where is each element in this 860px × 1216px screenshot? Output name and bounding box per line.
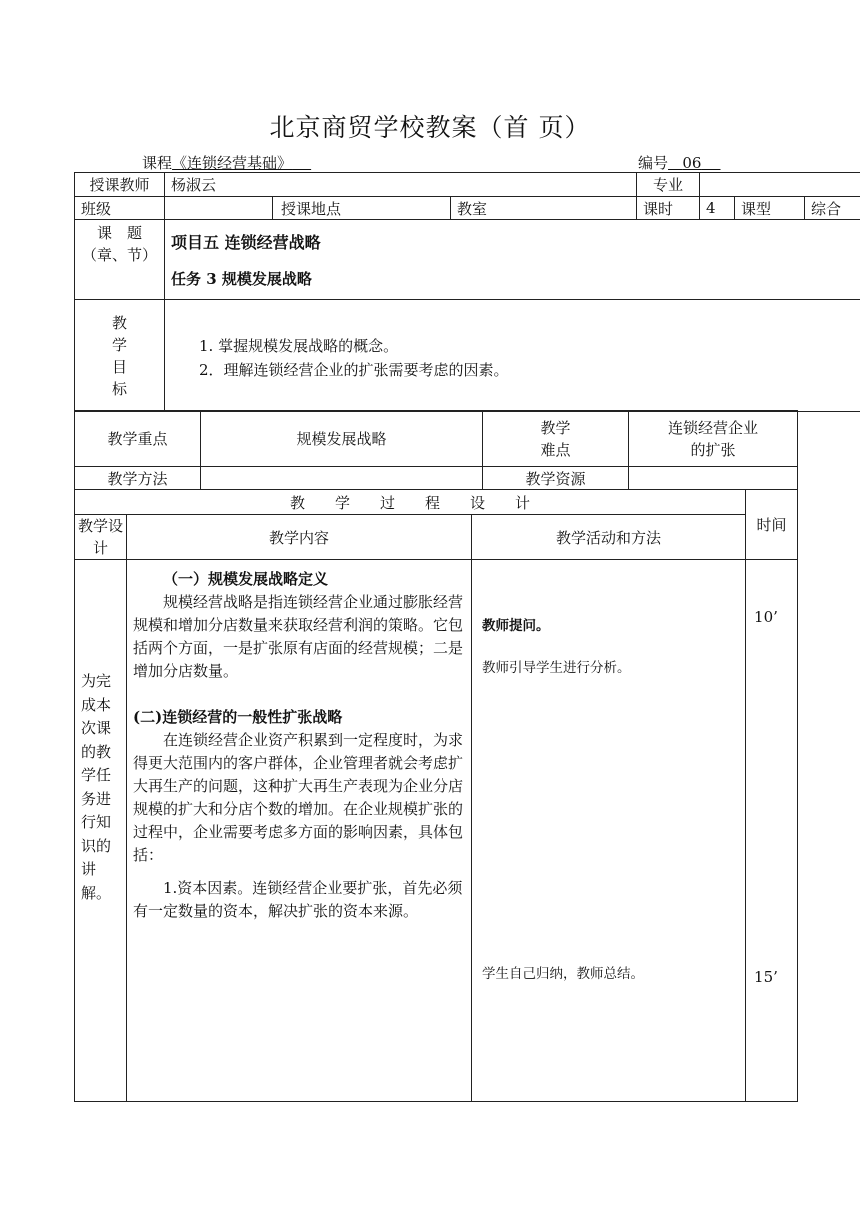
goal-item: 1. 掌握规模发展战略的概念。 [199, 337, 399, 355]
number-label: 编号 [638, 154, 669, 172]
key-value: 规模发展战略 [201, 411, 483, 467]
design-text-line: 学任 [81, 766, 112, 784]
design-text-line: 解。 [81, 883, 112, 902]
resource-value [629, 467, 798, 490]
course-line [142, 152, 311, 173]
topic-label [75, 220, 165, 300]
number-value: 06 [682, 154, 702, 172]
activity-1: 教师提问。 [482, 618, 550, 634]
method-label: 教学方法 [75, 467, 201, 490]
process-section-title: 教 学 过 程 设 计 [75, 490, 746, 515]
difficulty-value-line1: 连锁经营企业 [667, 418, 758, 437]
topic-value [165, 220, 860, 300]
topic-label-line2: （章、节） [81, 246, 157, 264]
activity-cell [472, 560, 746, 1102]
topic-line1: 项目五 连锁经营战略 [171, 233, 321, 252]
goal-label-char: 目 [111, 357, 127, 376]
teacher-value: 杨淑云 [165, 173, 637, 197]
design-text-line: 讲 [81, 860, 97, 878]
goals-cell [165, 300, 860, 412]
content-cell [127, 560, 472, 1102]
goal-label-char: 标 [111, 379, 127, 398]
class-label: 班级 [75, 197, 165, 220]
activity-3: 学生自己归纳，教师总结。 [482, 966, 644, 982]
type-label: 课型 [735, 197, 805, 220]
difficulty-label-line1: 教学 [540, 418, 571, 437]
content-spacer [133, 867, 465, 877]
content-paragraph-1: 规模经营战略是指连锁经营企业通过膨胀经营规模和增加分店数量来获取经营利润的策略。它包括两个方面，一是扩张原有店面的经营规模；二是增加分店数量。 [133, 593, 464, 680]
difficulty-label [483, 411, 629, 467]
design-text-line: 识的 [81, 836, 112, 855]
col-time-header: 时间 [746, 490, 798, 560]
place-value: 教室 [451, 197, 637, 220]
design-text-line: 行知 [81, 813, 112, 831]
goal-label [75, 300, 165, 412]
difficulty-value-line2: 的扩张 [690, 440, 736, 459]
content-heading-2: (二)连锁经营的一般性扩张战略 [133, 708, 343, 726]
activity-2: 教师引导学生进行分析。 [482, 660, 631, 676]
place-label: 授课地点 [273, 197, 451, 220]
design-text-line: 为完 [81, 672, 112, 690]
key-table [74, 410, 798, 490]
col-activity-header: 教学活动和方法 [472, 515, 746, 560]
course-label: 课程 [142, 154, 173, 172]
document-title: 北京商贸学校教案（首 页） [269, 113, 591, 142]
goal-label-char: 学 [111, 335, 127, 354]
major-label: 专业 [637, 173, 700, 197]
topic-label-line1: 课 题 [96, 224, 142, 242]
topic-line2: 任务 3 规模发展战略 [171, 270, 312, 288]
design-cell [75, 560, 127, 1102]
content-paragraph-2: 在连锁经营企业资产积累到一定程度时，为求得更大范围内的客户群体，企业管理者就会考虑扩大再生产的问题，这种扩大再生产表现为企业分店规模的扩大和分店个数的增加。在企业规模扩张的过程中，企业需要考虑多方面的影响因素，具体包括： [133, 731, 464, 864]
content-spacer [133, 683, 465, 706]
design-text-line: 成本 [81, 695, 112, 714]
time-1: 10’ [754, 608, 778, 626]
design-text-line: 的教 [81, 742, 112, 761]
goal-item: 2．理解连锁经营企业的扩张需要考虑的因素。 [199, 361, 509, 379]
content-heading-1: （一）规模发展战略定义 [163, 570, 329, 588]
content-paragraph-3: 1.资本因素。连锁经营企业要扩张，首先必须有一定数量的资本，解决扩张的资本来源。 [133, 879, 463, 920]
teacher-label: 授课教师 [75, 173, 165, 197]
process-table [74, 489, 798, 1102]
course-value: 《连锁经营基础》 [172, 154, 293, 172]
hours-value: 4 [700, 197, 735, 220]
major-value [700, 173, 860, 197]
number-line [638, 152, 721, 173]
resource-label: 教学资源 [483, 467, 629, 490]
col-design-header: 教学设计 [75, 515, 127, 560]
type-value: 综合 [805, 197, 860, 220]
design-text-line: 次课 [81, 719, 112, 737]
info-table [74, 172, 860, 412]
design-text-line: 务进 [81, 789, 112, 808]
time-cell [746, 560, 798, 1102]
difficulty-value [629, 411, 798, 467]
key-label: 教学重点 [75, 411, 201, 467]
hours-label: 课时 [637, 197, 700, 220]
col-content-header: 教学内容 [127, 515, 472, 560]
method-value [201, 467, 483, 490]
goal-label-char: 教 [111, 313, 127, 332]
time-2: 15’ [754, 968, 778, 986]
difficulty-label-line2: 难点 [540, 440, 571, 459]
class-value [165, 197, 273, 220]
